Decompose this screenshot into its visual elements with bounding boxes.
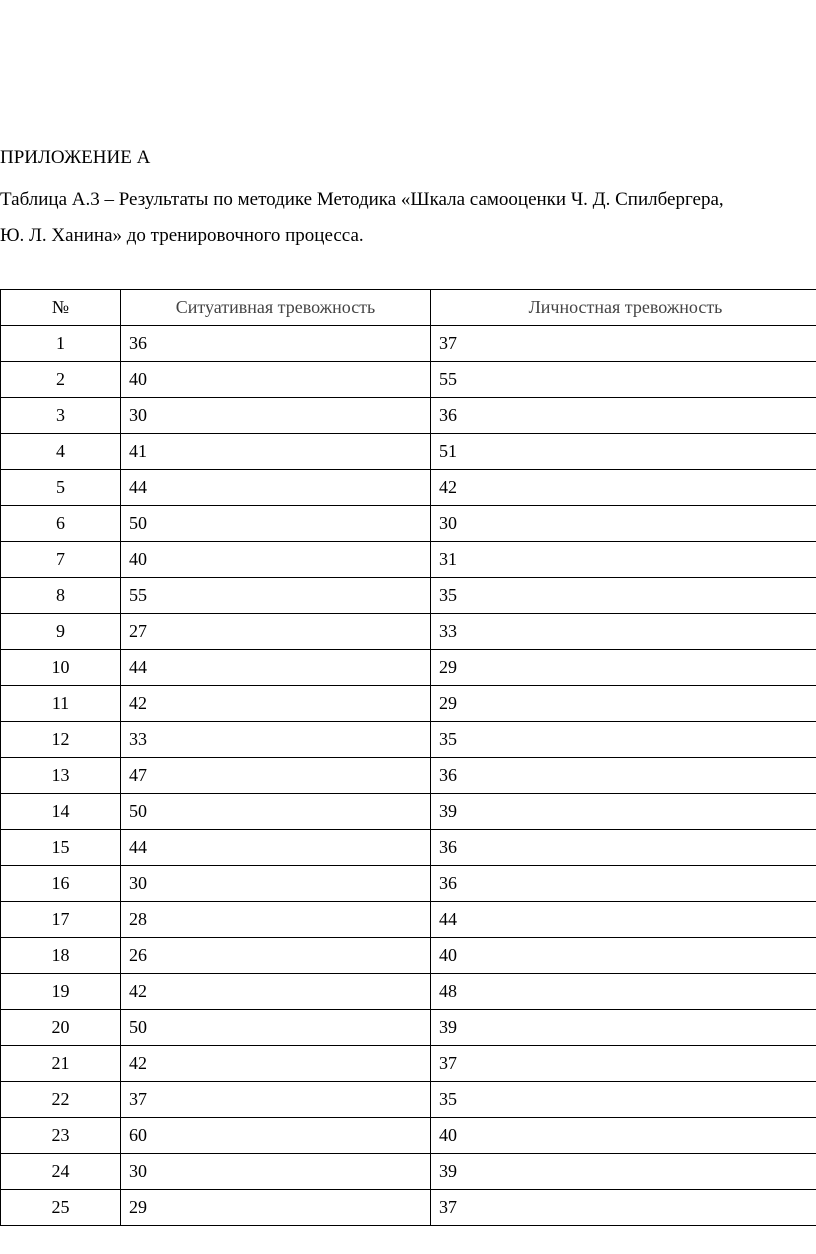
table-row xyxy=(1,614,816,650)
table-row xyxy=(1,470,816,506)
situational-anxiety-cell: 29 xyxy=(121,1190,431,1226)
situational-anxiety-cell: 47 xyxy=(121,758,431,794)
table-row xyxy=(1,1010,816,1046)
row-number-cell: 11 xyxy=(1,686,121,722)
situational-anxiety-cell: 50 xyxy=(121,1010,431,1046)
situational-anxiety-cell: 26 xyxy=(121,938,431,974)
table-row xyxy=(1,866,816,902)
situational-anxiety-cell: 40 xyxy=(121,362,431,398)
row-number-cell: 6 xyxy=(1,506,121,542)
personal-anxiety-cell: 40 xyxy=(431,1118,816,1154)
personal-anxiety-cell: 48 xyxy=(431,974,816,1010)
row-number-cell: 8 xyxy=(1,578,121,614)
header-number: № xyxy=(1,290,121,326)
table-row xyxy=(1,758,816,794)
personal-anxiety-cell: 29 xyxy=(431,686,816,722)
situational-anxiety-cell: 33 xyxy=(121,722,431,758)
situational-anxiety-cell: 50 xyxy=(121,794,431,830)
personal-anxiety-cell: 36 xyxy=(431,866,816,902)
personal-anxiety-cell: 51 xyxy=(431,434,816,470)
personal-anxiety-cell: 36 xyxy=(431,398,816,434)
table-row xyxy=(1,1154,816,1190)
personal-anxiety-cell: 31 xyxy=(431,542,816,578)
situational-anxiety-cell: 42 xyxy=(121,974,431,1010)
row-number-cell: 5 xyxy=(1,470,121,506)
situational-anxiety-cell: 36 xyxy=(121,326,431,362)
personal-anxiety-cell: 33 xyxy=(431,614,816,650)
table-row xyxy=(1,362,816,398)
row-number-cell: 2 xyxy=(1,362,121,398)
situational-anxiety-cell: 30 xyxy=(121,866,431,902)
row-number-cell: 12 xyxy=(1,722,121,758)
table-row xyxy=(1,434,816,470)
personal-anxiety-cell: 35 xyxy=(431,578,816,614)
situational-anxiety-cell: 40 xyxy=(121,542,431,578)
personal-anxiety-cell: 36 xyxy=(431,758,816,794)
row-number-cell: 15 xyxy=(1,830,121,866)
table-row xyxy=(1,1118,816,1154)
situational-anxiety-cell: 44 xyxy=(121,650,431,686)
situational-anxiety-cell: 37 xyxy=(121,1082,431,1118)
results-table xyxy=(0,289,816,1226)
row-number-cell: 1 xyxy=(1,326,121,362)
table-caption-line-1: Таблица А.3 – Результаты по методике Методика «Шкала самооценки Ч. Д. Спилбергера, xyxy=(0,189,724,210)
situational-anxiety-cell: 42 xyxy=(121,1046,431,1082)
personal-anxiety-cell: 29 xyxy=(431,650,816,686)
situational-anxiety-cell: 44 xyxy=(121,470,431,506)
row-number-cell: 21 xyxy=(1,1046,121,1082)
personal-anxiety-cell: 37 xyxy=(431,326,816,362)
table-row xyxy=(1,326,816,362)
row-number-cell: 9 xyxy=(1,614,121,650)
situational-anxiety-cell: 50 xyxy=(121,506,431,542)
table-row xyxy=(1,794,816,830)
table-row xyxy=(1,1082,816,1118)
table-row xyxy=(1,1046,816,1082)
table-row xyxy=(1,398,816,434)
table-header-row xyxy=(1,290,816,326)
row-number-cell: 10 xyxy=(1,650,121,686)
row-number-cell: 24 xyxy=(1,1154,121,1190)
table-row xyxy=(1,1190,816,1226)
situational-anxiety-cell: 28 xyxy=(121,902,431,938)
situational-anxiety-cell: 30 xyxy=(121,398,431,434)
row-number-cell: 23 xyxy=(1,1118,121,1154)
row-number-cell: 4 xyxy=(1,434,121,470)
table-caption-line-2: Ю. Л. Ханина» до тренировочного процесса. xyxy=(0,225,364,246)
personal-anxiety-cell: 37 xyxy=(431,1046,816,1082)
personal-anxiety-cell: 44 xyxy=(431,902,816,938)
row-number-cell: 22 xyxy=(1,1082,121,1118)
table-row xyxy=(1,542,816,578)
personal-anxiety-cell: 39 xyxy=(431,794,816,830)
row-number-cell: 20 xyxy=(1,1010,121,1046)
table-row xyxy=(1,938,816,974)
personal-anxiety-cell: 42 xyxy=(431,470,816,506)
row-number-cell: 16 xyxy=(1,866,121,902)
table-row xyxy=(1,578,816,614)
situational-anxiety-cell: 30 xyxy=(121,1154,431,1190)
row-number-cell: 13 xyxy=(1,758,121,794)
table-row xyxy=(1,902,816,938)
row-number-cell: 18 xyxy=(1,938,121,974)
appendix-title: ПРИЛОЖЕНИЕ А xyxy=(0,147,151,168)
personal-anxiety-cell: 35 xyxy=(431,722,816,758)
personal-anxiety-cell: 30 xyxy=(431,506,816,542)
header-situational-anxiety: Ситуативная тревожность xyxy=(121,290,431,326)
table-body xyxy=(1,326,816,1226)
table-row xyxy=(1,974,816,1010)
row-number-cell: 14 xyxy=(1,794,121,830)
situational-anxiety-cell: 42 xyxy=(121,686,431,722)
personal-anxiety-cell: 39 xyxy=(431,1154,816,1190)
personal-anxiety-cell: 55 xyxy=(431,362,816,398)
personal-anxiety-cell: 35 xyxy=(431,1082,816,1118)
personal-anxiety-cell: 39 xyxy=(431,1010,816,1046)
situational-anxiety-cell: 44 xyxy=(121,830,431,866)
table-row xyxy=(1,506,816,542)
table-row xyxy=(1,830,816,866)
situational-anxiety-cell: 41 xyxy=(121,434,431,470)
row-number-cell: 17 xyxy=(1,902,121,938)
table-row xyxy=(1,686,816,722)
situational-anxiety-cell: 60 xyxy=(121,1118,431,1154)
table-row xyxy=(1,722,816,758)
table-row xyxy=(1,650,816,686)
row-number-cell: 19 xyxy=(1,974,121,1010)
table-caption xyxy=(0,182,816,254)
situational-anxiety-cell: 55 xyxy=(121,578,431,614)
personal-anxiety-cell: 37 xyxy=(431,1190,816,1226)
situational-anxiety-cell: 27 xyxy=(121,614,431,650)
row-number-cell: 3 xyxy=(1,398,121,434)
row-number-cell: 25 xyxy=(1,1190,121,1226)
personal-anxiety-cell: 40 xyxy=(431,938,816,974)
personal-anxiety-cell: 36 xyxy=(431,830,816,866)
header-personal-anxiety: Личностная тревожность xyxy=(431,290,816,326)
row-number-cell: 7 xyxy=(1,542,121,578)
